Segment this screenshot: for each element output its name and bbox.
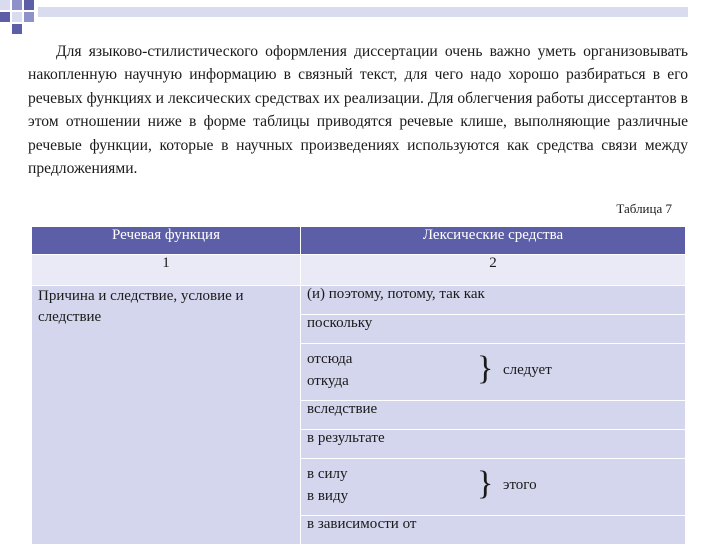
title-decoration xyxy=(0,0,720,40)
speech-clichés-table xyxy=(31,226,686,545)
lexical-group-cell xyxy=(301,459,686,516)
brace-glyph: } xyxy=(477,350,494,387)
lexical-cell: поскольку xyxy=(301,315,686,344)
group-tail: этого xyxy=(503,477,537,493)
intro-paragraph: Для языково-стилистического оформления диссертации очень важно уметь организовывать накопленную научную информацию в связный текст, для чего надо хорошо разбираться в его речевых функциях и лексических средствах их реализации. Для облегчения работы диссертантов в этом отношении ниже в форме таблицы приводятся речевые клише, выполняющие различные речевые функции, которые в научных произведениях используются как средства связи между предложениями. xyxy=(28,43,688,178)
group-line: в виду xyxy=(307,488,349,504)
decor-square xyxy=(12,24,22,34)
table-header-row xyxy=(32,227,686,255)
lexical-cell: (и) поэтому, потому, так как xyxy=(301,286,686,315)
header-speech-function: Речевая функция xyxy=(32,227,301,255)
column-number-1: 1 xyxy=(32,255,301,286)
brace-glyph: } xyxy=(477,465,494,502)
table-row xyxy=(32,286,686,315)
group-tail: следует xyxy=(503,362,552,378)
decor-square xyxy=(0,0,10,10)
decor-square xyxy=(12,12,22,22)
column-number-2: 2 xyxy=(301,255,686,286)
decor-square xyxy=(12,0,22,10)
group-line: в силу xyxy=(307,466,348,482)
lexical-group-cell xyxy=(301,344,686,401)
decor-bar xyxy=(38,7,688,17)
lexical-cell: в результате xyxy=(301,430,686,459)
decor-square xyxy=(24,0,34,10)
lexical-cell: вследствие xyxy=(301,401,686,430)
lexical-cell: в зависимости от xyxy=(301,516,686,545)
function-cell: Причина и следствие, условие и следствие xyxy=(32,286,301,545)
table-number-row xyxy=(32,255,686,286)
header-lexical-means: Лексические средства xyxy=(301,227,686,255)
decor-square xyxy=(24,12,34,22)
group-line: отсюда xyxy=(307,351,353,367)
table-caption: Таблица 7 xyxy=(616,201,672,216)
decor-square xyxy=(0,12,10,22)
group-line: откуда xyxy=(307,373,349,389)
